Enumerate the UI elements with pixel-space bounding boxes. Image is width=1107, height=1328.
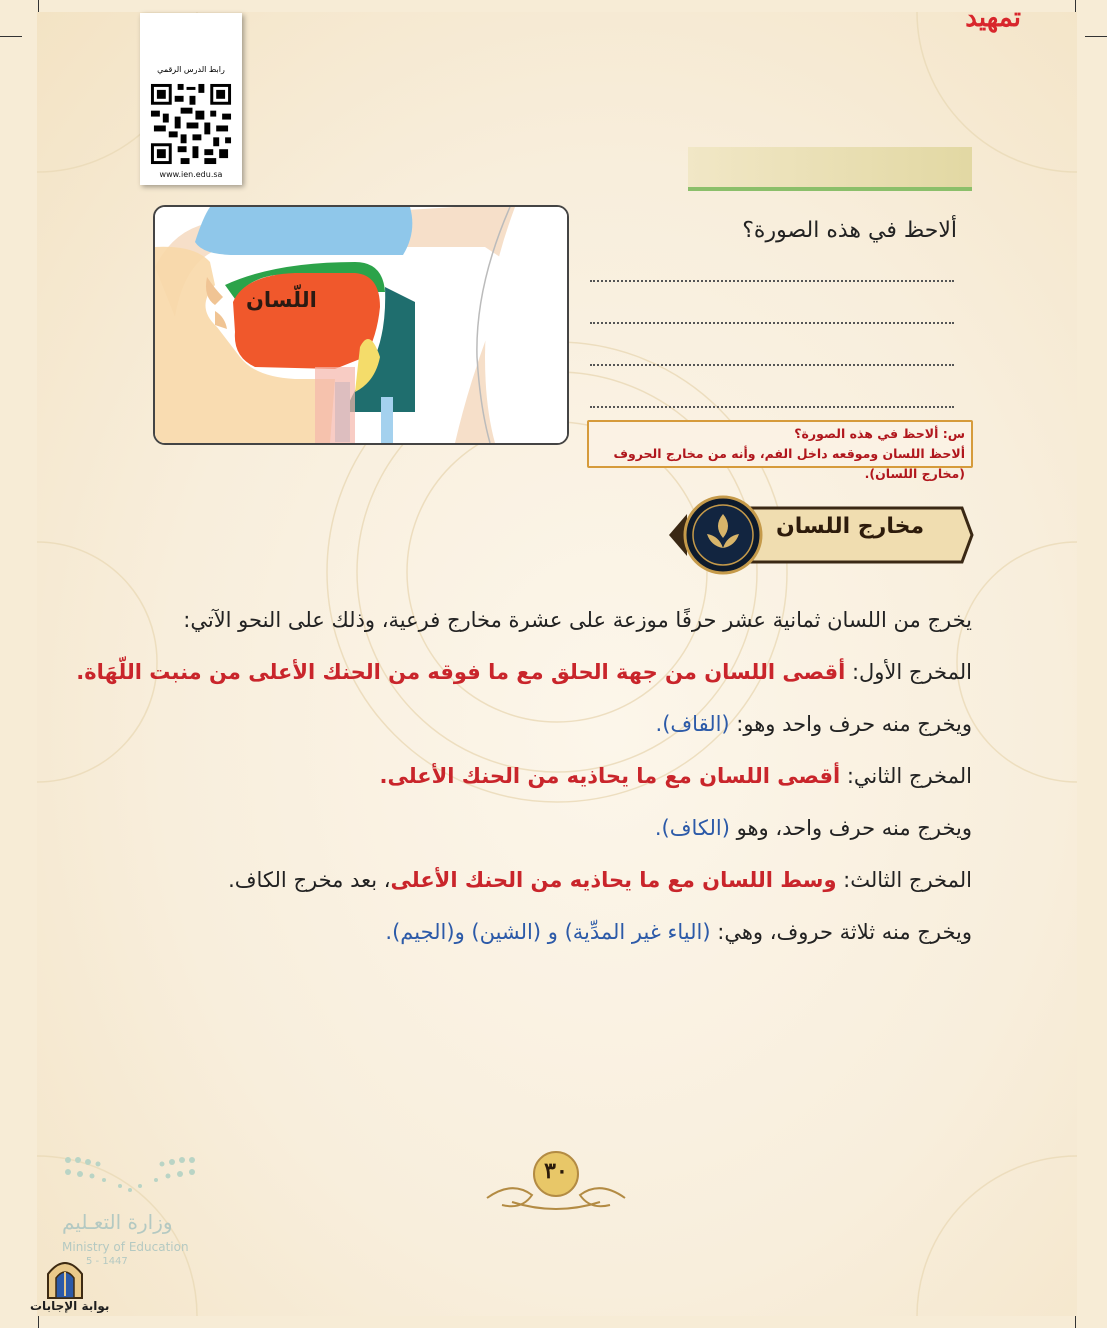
mouth-cross-section-illustration bbox=[155, 207, 567, 443]
ministry-year: 5 - 1447 bbox=[86, 1256, 128, 1267]
gate-label: بوابة الإجابات bbox=[30, 1299, 110, 1313]
ministry-name-en: Ministry of Education bbox=[62, 1240, 189, 1254]
answer-box bbox=[587, 420, 973, 481]
exit-3-letters-prefix: ويخرج منه ثلاثة حروف، وهي: bbox=[710, 920, 972, 944]
answer-line[interactable] bbox=[590, 280, 954, 282]
exit-2 bbox=[380, 764, 973, 788]
answer-line[interactable] bbox=[590, 364, 954, 366]
body-intro: يخرج من اللسان ثمانية عشر حرفًا موزعة على عشرة مخارج فرعية، وذلك على النحو الآتي: bbox=[183, 608, 972, 632]
tongue-label: اللّسان bbox=[246, 288, 317, 312]
answer-question: س: ألاحظ في هذه الصورة؟ bbox=[794, 426, 965, 441]
qr-code-card[interactable] bbox=[140, 13, 242, 185]
exit-2-letters bbox=[655, 816, 972, 840]
exit-1 bbox=[76, 660, 972, 684]
exit-2-label: المخرج الثاني: bbox=[840, 764, 972, 788]
exit-1-letters-value: (القاف). bbox=[655, 712, 730, 736]
exit-1-letters bbox=[656, 712, 972, 736]
exit-2-letters-value: (الكاف). bbox=[654, 816, 730, 840]
section-title: مخارج اللسان bbox=[775, 514, 925, 539]
exit-2-text: أقصى اللسان مع ما يحاذيه من الحنك الأعلى. bbox=[379, 764, 841, 788]
exit-1-label: المخرج الأول: bbox=[845, 660, 972, 684]
answer-line[interactable] bbox=[590, 322, 954, 324]
ministry-name-ar: وزارة التعـليم bbox=[62, 1210, 173, 1234]
qr-title: رابط الدرس الرقمي bbox=[157, 65, 225, 74]
exit-3-letters bbox=[385, 920, 972, 944]
exit-3 bbox=[228, 868, 972, 892]
exit-3-text: وسط اللسان مع ما يحاذيه من الحنك الأعلى bbox=[390, 868, 837, 892]
qr-url: www.ien.edu.sa bbox=[159, 170, 223, 179]
gate-logo-icon bbox=[44, 1256, 86, 1300]
exit-3-suffix: ، بعد مخرج الكاف. bbox=[228, 868, 391, 892]
tongue-anatomy-figure bbox=[153, 205, 569, 445]
exit-1-letters-prefix: ويخرج منه حرف واحد وهو: bbox=[729, 712, 972, 736]
intro-heading-bar bbox=[688, 147, 972, 191]
ministry-logo-dots bbox=[62, 1154, 198, 1200]
exit-1-text: أقصى اللسان من جهة الحلق مع ما فوقه من الحنك الأعلى من منبت اللّهَاة. bbox=[76, 660, 846, 684]
exit-3-letters-value: (الياء غير المدِّية) و (الشين) و(الجيم). bbox=[385, 920, 711, 944]
exit-3-label: المخرج الثالث: bbox=[836, 868, 972, 892]
answer-line[interactable] bbox=[590, 406, 954, 408]
answer-text: ألاحظ اللسان وموقعه داخل الفم، وأنه من مخارج الحروف (مخارج اللسان). bbox=[613, 446, 965, 481]
intro-title: تمهيد bbox=[965, 3, 1021, 33]
qr-code-icon bbox=[148, 81, 234, 167]
page-number: ٣٠ bbox=[544, 1158, 568, 1184]
intro-question: ألاحظ في هذه الصورة؟ bbox=[742, 218, 957, 243]
exit-2-letters-prefix: ويخرج منه حرف واحد، وهو bbox=[729, 816, 972, 840]
